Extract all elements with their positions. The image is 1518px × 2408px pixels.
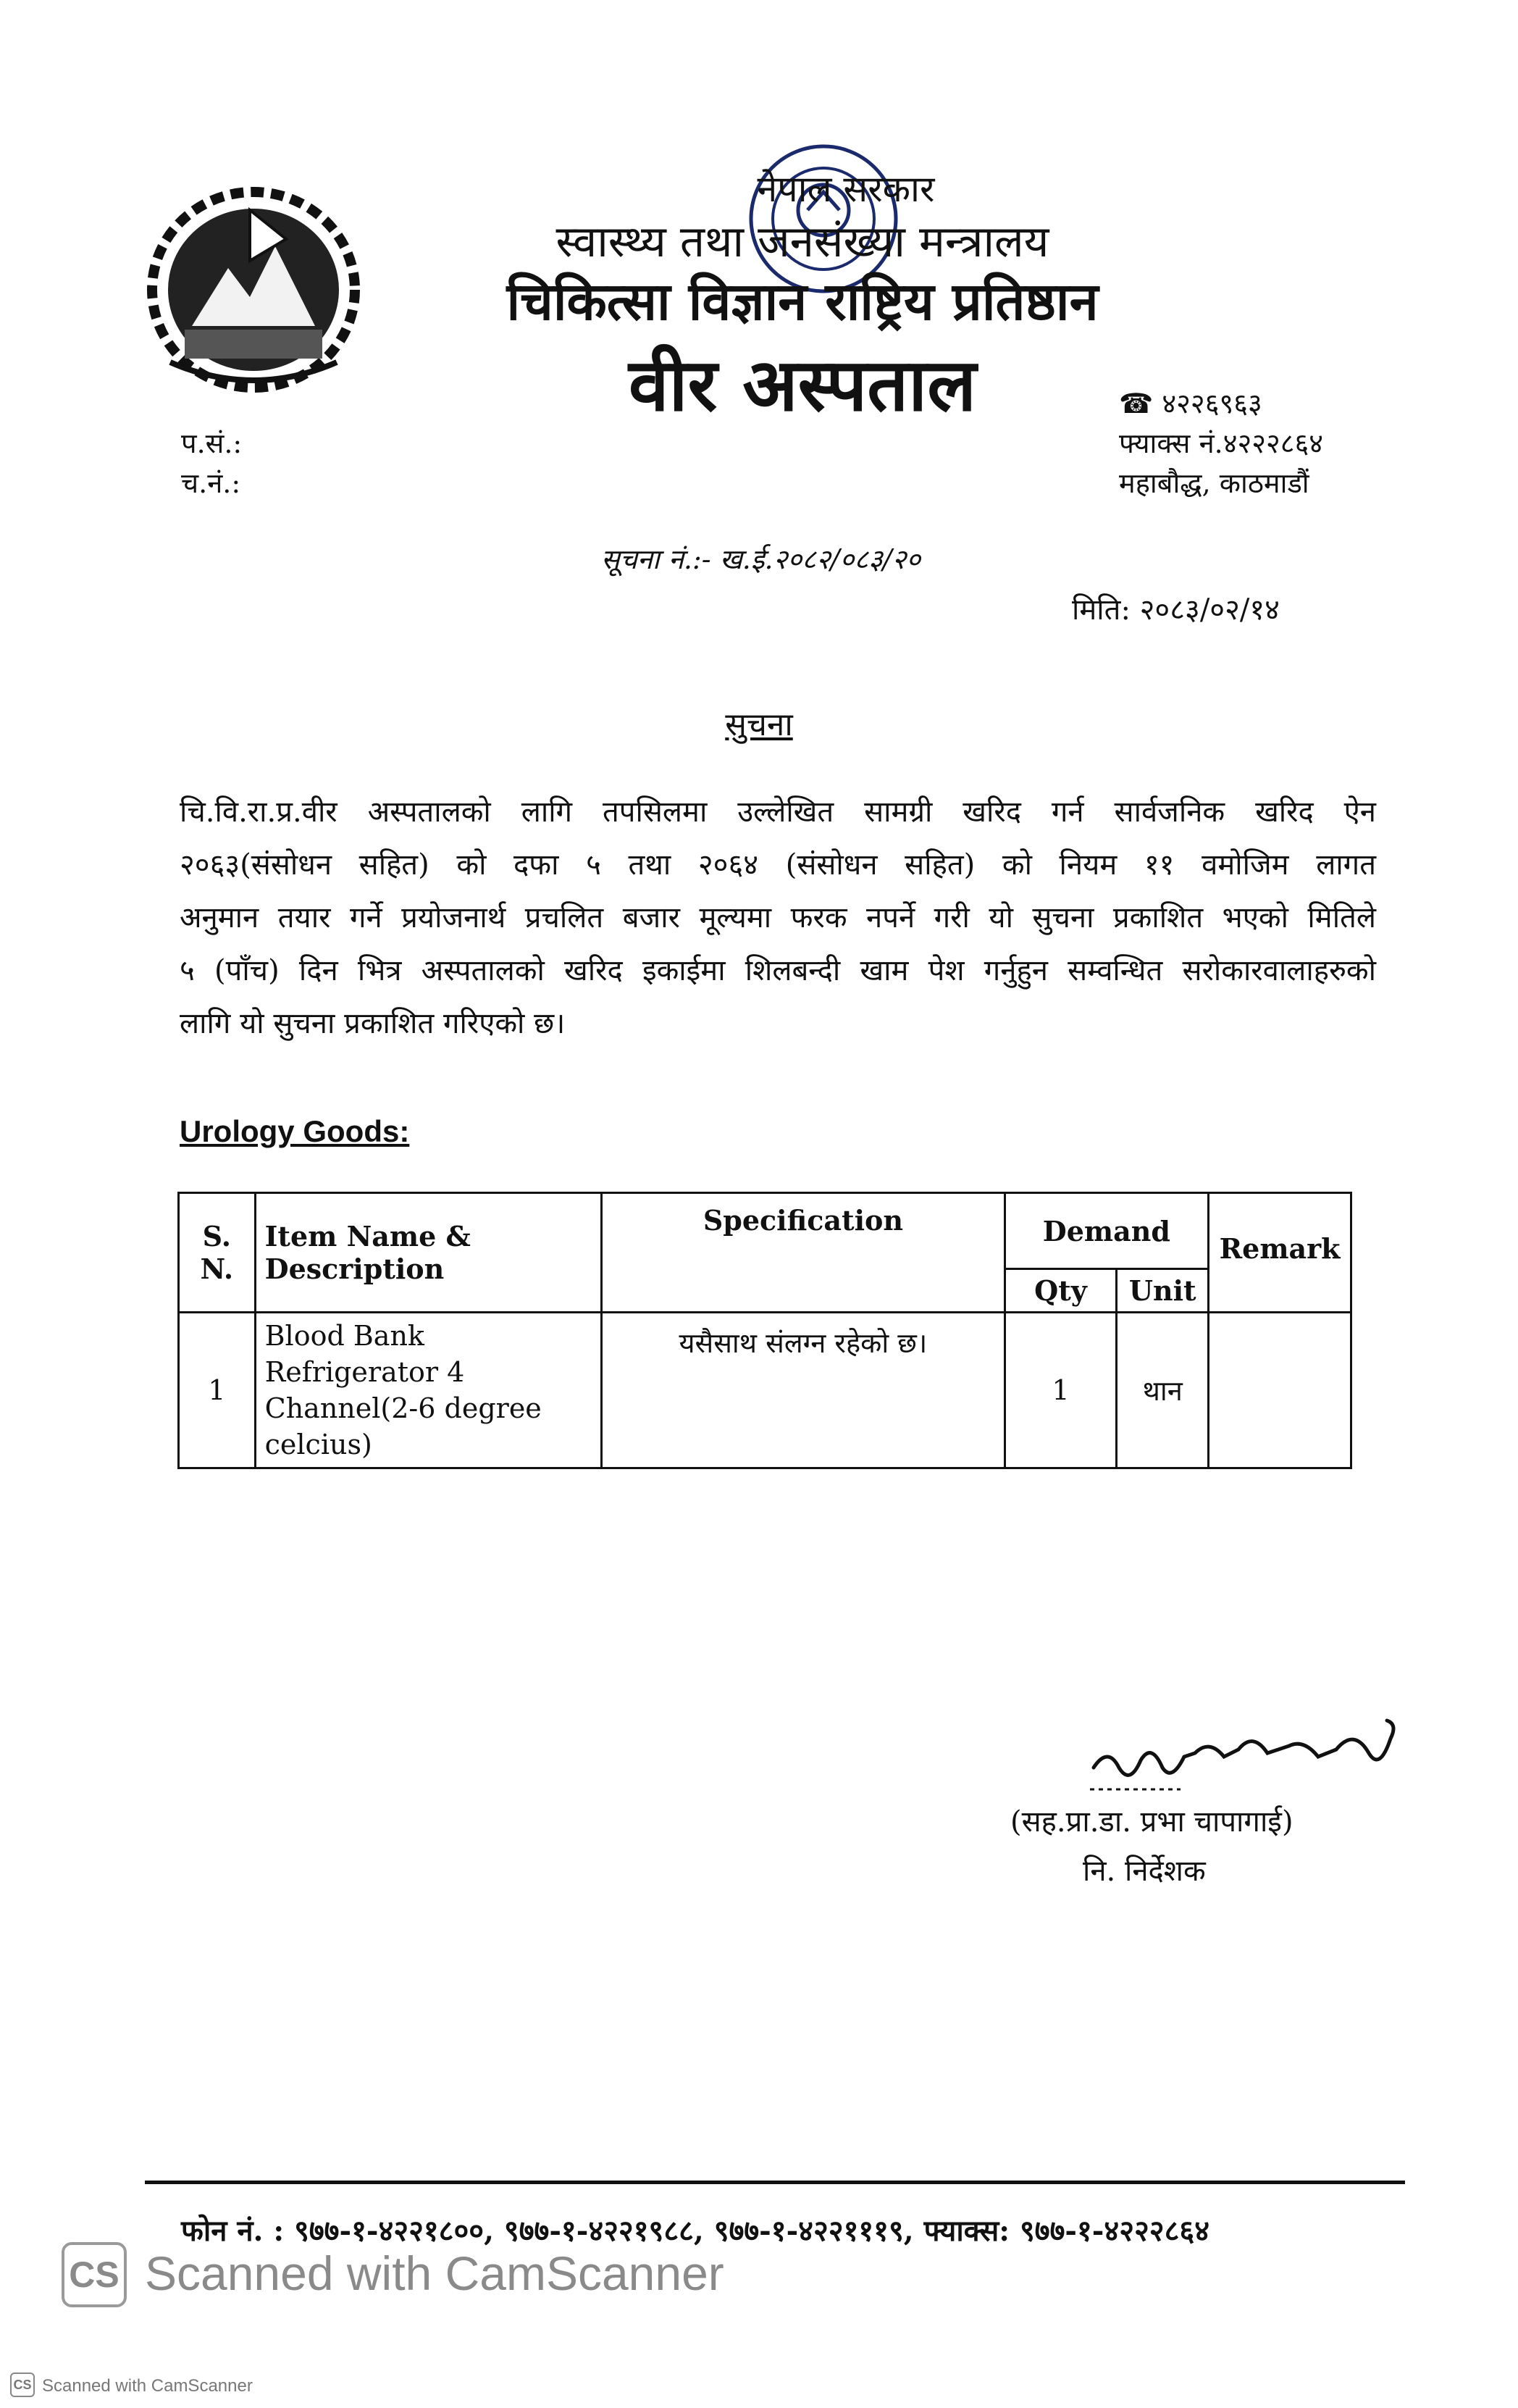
- notice-body-line: ५ (पाँच) दिन भित्र अस्पतालको खरिद इकाईमा शिलबन्दी खाम पेश गर्नुहुन सम्वन्धित सरोकारवालाहरुको: [180, 954, 1376, 987]
- camscanner-small-logo-icon: CS: [10, 2373, 35, 2397]
- table-header-row: [179, 1193, 1351, 1269]
- footer-phones: फोन नं. : ९७७-१-४२२१८००, ९७७-१-४२२१९८८, ९७७-१-४२२१११९, फ्याक्स: ९७७-१-४२२२८६४: [181, 2214, 1210, 2248]
- cell-sn: 1: [179, 1313, 256, 1468]
- header-unit: Unit: [1117, 1269, 1209, 1313]
- cell-remark: [1209, 1313, 1351, 1468]
- header-ministry: स्वास्थ्य तथा जनसंख्या मन्त्रालय: [555, 217, 1049, 267]
- notice-title: सुचना: [725, 706, 793, 743]
- cell-item: Blood Bank Refrigerator 4 Channel(2-6 degree celcius): [255, 1313, 602, 1468]
- signatory-title: नि. निर्देशक: [1083, 1855, 1206, 1888]
- table-row: [179, 1313, 1351, 1468]
- cell-unit: थान: [1117, 1313, 1209, 1468]
- header-academy: चिकित्सा विज्ञान राष्ट्रिय प्रतिष्ठान: [506, 270, 1099, 332]
- cell-qty: 1: [1005, 1313, 1117, 1468]
- cell-specification: यसैसाथ संलग्न रहेको छ।: [602, 1313, 1005, 1468]
- notice-body-line: लागि यो सुचना प्रकाशित गरिएको छ।: [180, 1007, 566, 1040]
- reference-number-label: प.सं.:: [181, 427, 243, 459]
- notice-date: मिति: २०८३/०२/१४: [1072, 593, 1280, 627]
- header-government: नेपाल सरकार: [757, 168, 935, 210]
- header-qty: Qty: [1005, 1269, 1117, 1313]
- header-sn: S. N.: [179, 1193, 256, 1313]
- header-address: महाबौद्ध, काठमाडौं: [1119, 467, 1309, 499]
- header-hospital-name: वीर अस्पताल: [628, 342, 976, 427]
- header-demand: Demand: [1005, 1193, 1208, 1269]
- footer-divider: [145, 2181, 1405, 2184]
- header-specification: Specification: [602, 1193, 1005, 1313]
- header-phone: ☎ ४२२६९६३: [1119, 388, 1262, 419]
- notice-body-line: २०६३(संसोधन सहित) को दफा ५ तथा २०६४ (संसोधन सहित) को नियम ११ वमोजिम लागत: [180, 848, 1376, 882]
- signatory-name: (सह.प्रा.डा. प्रभा चापागाई): [1010, 1805, 1293, 1839]
- signature-icon: [1086, 1717, 1405, 1797]
- notice-body-line: चि.वि.रा.प्र.वीर अस्पतालको लागि तपसिलमा उल्लेखित सामग्री खरिद गर्न सार्वजनिक खरिद ऐन: [180, 795, 1376, 829]
- header-item: Item Name & Description: [255, 1193, 602, 1313]
- notice-number: सूचना नं.:- ख.ई.२०८२/०८३/२०: [601, 543, 921, 575]
- section-title: Urology Goods:: [180, 1114, 410, 1148]
- items-table: [177, 1192, 1352, 1469]
- header-fax: फ्याक्स नं.४२२२८६४: [1119, 427, 1324, 459]
- dispatch-number-label: च.नं.:: [181, 467, 241, 499]
- camscanner-logo-icon: CS: [62, 2242, 127, 2307]
- notice-body-line: अनुमान तयार गर्ने प्रयोजनार्थ प्रचलित बजार मूल्यमा फरक नपर्ने गरी यो सुचना प्रकाशित भएको मितिले: [180, 901, 1376, 935]
- header-remark-blank: [1209, 1269, 1351, 1313]
- notice-body: [180, 786, 1376, 1050]
- camscanner-small-watermark: Scanned with CamScanner: [42, 2376, 253, 2396]
- header-remark: Remark: [1209, 1193, 1351, 1269]
- camscanner-watermark: Scanned with CamScanner: [145, 2246, 724, 2300]
